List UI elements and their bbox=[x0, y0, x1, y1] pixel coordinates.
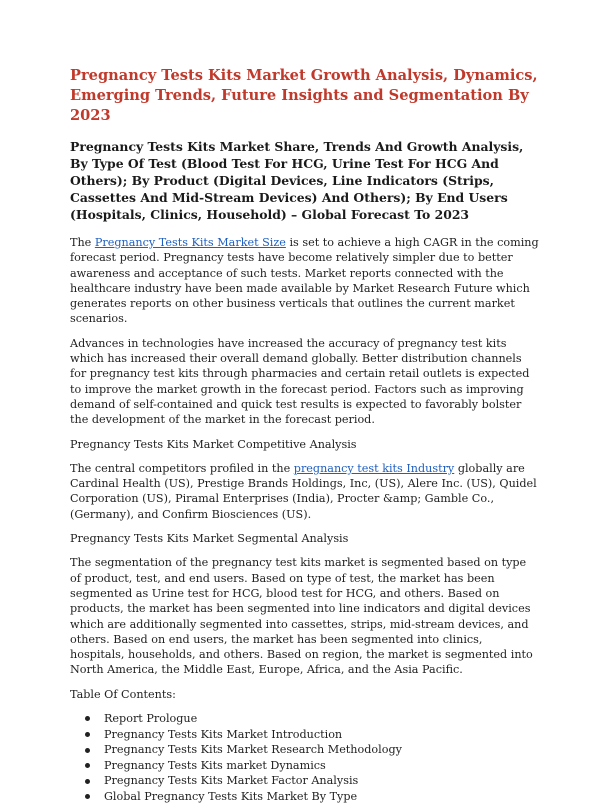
toc-item-label: Report Prologue bbox=[104, 712, 198, 726]
bullet-icon bbox=[85, 748, 90, 753]
competitive-analysis-heading: Pregnancy Tests Kits Market Competitive Analysis bbox=[70, 437, 357, 451]
toc-item-label: Pregnancy Tests Kits market Dynamics bbox=[104, 758, 326, 772]
competitors-text-after: globally are Cardinal Health (US), Prestige Brands Holdings, Inc, (US), Alere Inc. (US), Quidel Corporation (US), Piramal Enterprises (India), Procter &amp; Gamble Co., (Germany), and Confirm Biosciences (US). bbox=[70, 461, 537, 521]
toc-item bbox=[85, 742, 540, 758]
segmental-analysis-heading: Pregnancy Tests Kits Market Segmental Analysis bbox=[70, 532, 349, 546]
toc-item bbox=[85, 711, 540, 727]
bullet-icon bbox=[85, 779, 90, 784]
competitors-paragraph bbox=[70, 461, 540, 522]
toc-item-label: Pregnancy Tests Kits Market Introduction bbox=[104, 727, 343, 741]
toc-item-label: Pregnancy Tests Kits Market Research Methodology bbox=[104, 743, 402, 757]
report-subtitle: Pregnancy Tests Kits Market Share, Trends And Growth Analysis, By Type Of Test (Blood Test For HCG, Urine Test For HCG And Others); By Product (Digital Devices, Line Indicators (Strips, Cassettes And Mid-Stream Devices) And Others); By End Users (Hospitals, Clinics, Household) – Global Forecast To 2023 bbox=[70, 139, 524, 222]
technology-paragraph: Advances in technologies have increased the accuracy of pregnancy test kits which has increased their overall demand globally. Better distribution channels for pregnancy test kits through pharmacies and certain retail outlets is expected to improve the market growth in the forecast period. Factors such as improving demand of self-contained and quick test results is expected to favorably bolster the development of the market in the forecast period. bbox=[70, 336, 530, 427]
bullet-icon bbox=[85, 732, 90, 737]
bullet-icon bbox=[85, 763, 90, 768]
competitors-text-before: The central competitors profiled in the bbox=[70, 461, 294, 475]
toc-item bbox=[85, 758, 540, 774]
intro-text-before: The bbox=[70, 236, 95, 249]
page-title: Pregnancy Tests Kits Market Growth Analysis, Dynamics, Emerging Trends, Future Insights and Segmentation By 2023 bbox=[70, 67, 538, 124]
segmental-paragraph: The segmentation of the pregnancy test kits market is segmented based on type of product, test, and end users. Based on type of test, the market has been segmented as Urine test for HCG, blood test for HCG, and others. Based on products, the market has been segmented into line indicators and digital devices which are additionally segmented into cassettes, strips, mid-stream devices, and others. Based on end users, the market has been segmented into clinics, hospitals, households, and others. Based on region, the market is segmented into North America, the Middle East, Europe, Africa, and the Asia Pacific. bbox=[70, 556, 533, 677]
toc-list bbox=[70, 711, 540, 805]
intro-paragraph bbox=[70, 235, 540, 327]
intro-text-after: is set to achieve a high CAGR in the coming forecast period. Pregnancy tests have become relatively simpler due to better awareness and acceptance of such tests. Market reports connected with the healthcare industry have been made available by Market Research Future which generates reports on other business verticals that outlines the current market scenarios. bbox=[70, 236, 539, 326]
market-size-link[interactable]: Pregnancy Tests Kits Market Size bbox=[94, 236, 286, 249]
toc-heading: Table Of Contents: bbox=[70, 687, 176, 701]
bullet-icon bbox=[85, 716, 90, 721]
bullet-icon bbox=[85, 794, 90, 799]
toc-item bbox=[85, 789, 540, 805]
toc-item-label: Pregnancy Tests Kits Market Factor Analysis bbox=[104, 774, 359, 788]
industry-link[interactable]: pregnancy test kits Industry bbox=[293, 461, 455, 475]
toc-item-label: Global Pregnancy Tests Kits Market By Type bbox=[104, 789, 358, 803]
toc-item bbox=[85, 727, 540, 743]
